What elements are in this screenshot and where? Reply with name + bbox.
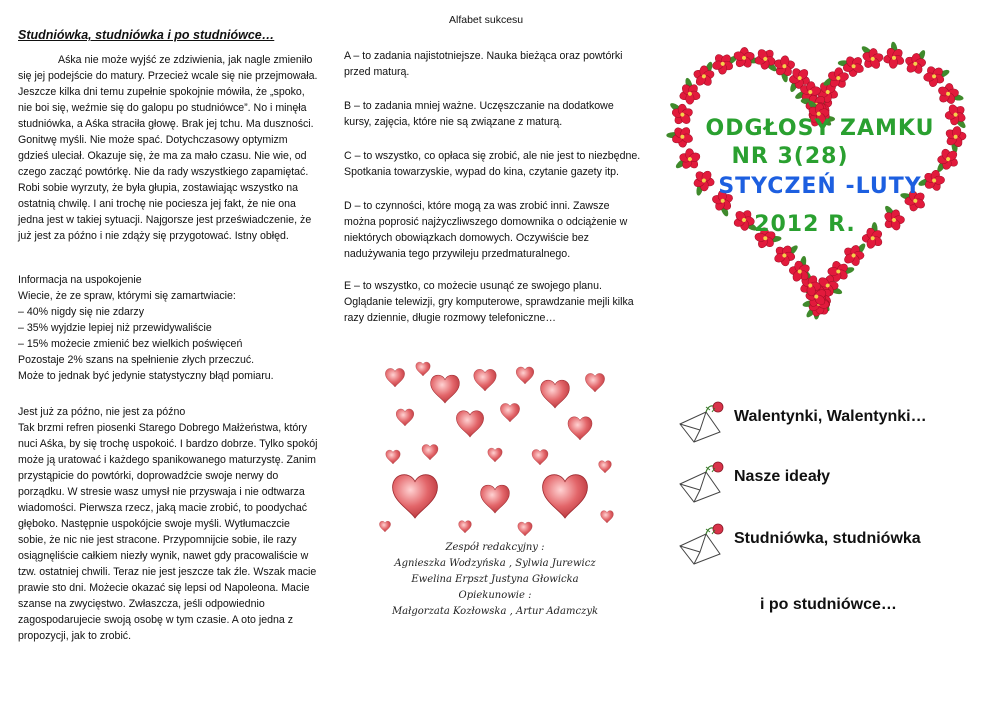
alphabet-header: Alfabet sukcesu [449,14,524,26]
rose-envelope-icon [676,398,730,444]
credits-line: Opiekunowie : [458,590,532,601]
credits-line: Zespół redakcyjny : [445,542,545,553]
toc-item-idealy [676,458,936,504]
alphabet-item-b: B – to zadania mniej ważne. Uczęszczanie na dodatkowe kursy, zajęcia, które nie są związane z maturą. [344,100,614,128]
wreath-flower [876,201,910,236]
toc-label-continuation: i po studniówce… [760,596,897,613]
info-line: – 40% nigdy się nie zdarzy [18,306,145,318]
credits-line: Małgorzata Kozłowska , Artur Adamczyk [391,606,599,617]
article-intro-paragraph: Aśka nie może wyjść ze zdziwienia, jak nagle zmieniło się jej podejście do matury. Przecież wcale się nie przejmowała. Jeszcze kilka dni temu zupełnie spokojnie mówiła, że „spoko, nie boi się, weźmie się do galopu po studniówce”. No i minęła studniówka, a Aśka straciła głowę. Brak jej tchu. Ma duszności. Gonitwę myśli. Nie może spać. Dotychczasowy optymizm gdzieś uleciał. Okazuje się, że ma za mało czasu. Nie wie, od czego zacząć powtórkę. Nie da rady wszystkiego zapamiętać. Robi sobie wyrzuty, że była głupia, zostawiając wszystko na ostatnią chwilę. I ani trochę nie pociesza jej fakt, że nie ona jedna jest w takiej sytuacji. Najgorsze jest przeświadczenie, że już jest za późno i nie zdąży się przygotować. Istny obłęd. [18,54,318,242]
hearts-illustration [375,355,620,540]
rose-envelope-icon [676,458,730,504]
late-heading: Jest już za późno, nie jest za późno [18,406,186,418]
article-title: Studniówka, studniówka i po studniówce… [18,28,275,42]
info-heading: Informacja na uspokojenie [18,274,142,286]
info-line: Może to jednak być jedynie statystyczny błąd pomiaru. [18,370,274,382]
credits-line: Ewelina Erpszt Justyna Głowicka [411,574,579,585]
alphabet-item-c: C – to wszystko, co opłaca się zrobić, ale nie jest to niezbędne. Spotkania towarzyskie, wypad do kina, czytanie gazety itp. [344,150,641,178]
credits-line: Agnieszka Wodzyńska , Sylwia Jurewicz [394,558,596,569]
toc-item-walentynki [676,398,936,444]
info-line: – 35% wyjdzie lepiej niż przewidywaliście [18,322,212,334]
toc-label: Nasze ideały [734,468,831,485]
toc-label: Walentynki, Walentynki… [734,408,927,425]
cover-issue-number: NR 3(28) [731,144,849,169]
info-line: Pozostaje 2% szans na spełnienie złych przeczuć. [18,354,255,366]
credits [380,540,610,620]
rose-envelope-icon [676,520,730,566]
toc-item-studniowka [676,520,936,566]
cover-title-line1: ODGŁOSY ZAMKU [705,116,935,141]
alphabet-item-e: E – to wszystko, co możecie usunąć ze swojego planu. Oglądanie telewizji, gry komputerowe, sprawdzanie mejli kilka razy dziennie, długie rozmowy telefoniczne… [344,280,634,324]
cover-issue-year: 2012 R. [754,212,856,237]
info-line: Wiecie, że ze spraw, którymi się zamartwiacie: [18,290,236,302]
article-body-paragraph: Tak brzmi refren piosenki Starego Dobrego Małżeństwa, który nuci Aśka, by się trochę uspokoić. I bardzo dobrze. Tylko spokój może ją uratować i każdego spanikowanego maturzystę. Zanim przystąpicie do powtórki, doprowadźcie swoje nerwy do porządku. W stresie wasz umysł nie przyswaja i nie odtwarza wiadomości. Pierwsza rzecz, jaką macie zrobić, to poodychać głęboko. Następnie uspokójcie swoje myśli. Wytłumaczcie sobie, że nic nie jest stracone. Przypomnijcie sobie, ile razy osiągnęliście całkiem niezły wynik, nawet gdy pracowaliście w tzw. ostatniej chwili. Teraz nie jest jeszcze tak źle. Wszak macie prawie sto dni. Możecie okazać się lepsi od Napoleona. Macie szanse na zwycięstwo. Zwłaszcza, jeśli odpowiednio zagospodarujecie swoją osobę w tym czasie. A oto jedna z propozycji, jak to zrobić. [18,422,318,642]
wreath-flower [881,40,907,71]
cover-issue-months: STYCZEŃ -LUTY [718,174,922,199]
info-line: – 15% możecie zmienić bez wielkich poświęceń [18,338,243,350]
alphabet-item-a: A – to zadania najistotniejsze. Nauka bieżąca oraz powtórki przed maturą. [344,50,623,78]
wreath-flower [935,82,966,108]
alphabet-item-d: D – to czynności, które mogą za was zrobić inni. Zawsze można poprosić najżyczliwszego domownika o odciążenie w niektórych obowiązkach domowych. Oczywiście bez nadużywania tego przywileju przedmaturalnego. [344,200,628,260]
toc-label: Studniówka, studniówka [734,530,921,547]
